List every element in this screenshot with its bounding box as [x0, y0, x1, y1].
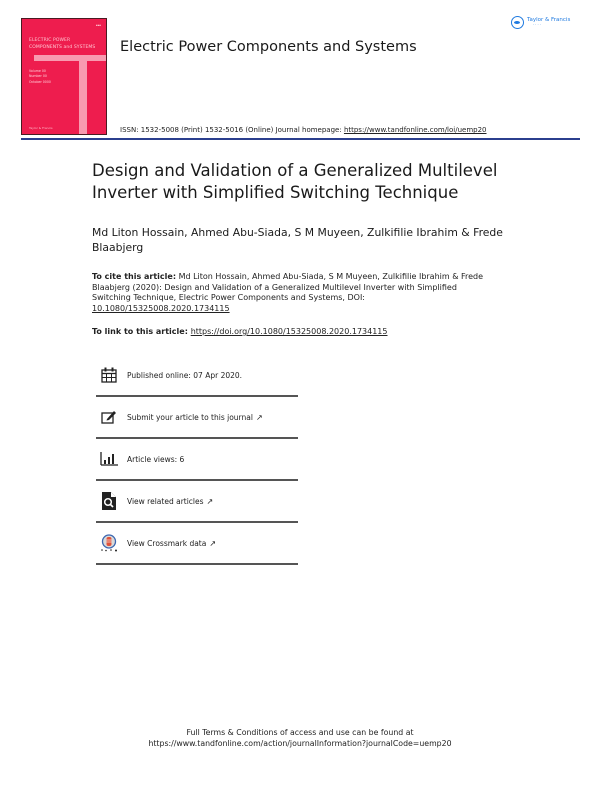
- article-title: Design and Validation of a Generalized Multilevel Inverter with Simplified Switching Technique: [92, 161, 498, 202]
- external-link-icon: ↗: [255, 412, 263, 422]
- footer-terms-line: Full Terms & Conditions of access and use can be found at: [186, 728, 414, 737]
- publisher-logo: [511, 16, 570, 29]
- journal-homepage-link[interactable]: https://www.tandfonline.com/loi/uemp20: [343, 126, 487, 134]
- cover-publisher: Taylor & Francis: [29, 126, 53, 130]
- journal-cover-image: [21, 18, 107, 135]
- meta-published-online: Published online: 07 Apr 2020.: [96, 355, 298, 395]
- cover-date: October 0000: [29, 80, 51, 84]
- citation-block: [92, 272, 492, 314]
- submit-article-link[interactable]: Submit your article to this journal ↗: [96, 397, 298, 437]
- link-label: To link to this article:: [92, 327, 191, 336]
- article-authors: Md Liton Hossain, Ahmed Abu-Siada, S M Muyeen, Zulkifilie Ibrahim & Frede Blaabjerg: [92, 226, 503, 254]
- cite-label: To cite this article:: [92, 272, 177, 281]
- logo-subtext: · · · ·: [533, 22, 541, 27]
- cover-t-stem: [79, 61, 87, 135]
- doi-link[interactable]: 10.1080/15325008.2020.1734115: [92, 303, 230, 313]
- footer-terms-url[interactable]: https://www.tandfonline.com/action/journalInformation?journalCode=uemp20: [148, 739, 452, 748]
- issn-text: ISSN: 1532-5008 (Print) 1532-5016 (Online) Journal homepage:: [120, 126, 344, 134]
- external-link-icon: ↗: [206, 496, 214, 506]
- crossmark-link[interactable]: View Crossmark data ↗: [96, 523, 298, 563]
- external-link-icon: ↗: [209, 538, 217, 548]
- header-divider: [21, 138, 580, 140]
- cover-volume: Volume 00 Number 00: [29, 69, 47, 78]
- article-link-line: [92, 327, 388, 336]
- article-meta-list: [96, 370, 298, 565]
- meta-divider: [96, 563, 298, 565]
- document-search-icon: [99, 491, 119, 511]
- cover-t-bar: [34, 55, 107, 61]
- crossmark-icon: [99, 533, 119, 553]
- cover-title-line2: COMPONENTS and SYSTEMS: [29, 45, 96, 50]
- article-doi-url-link[interactable]: https://doi.org/10.1080/15325008.2020.1734115: [190, 327, 388, 336]
- footer-terms: [0, 727, 600, 749]
- journal-title: Electric Power Components and Systems: [120, 39, 417, 55]
- calendar-icon: [99, 365, 119, 385]
- edit-icon: [99, 407, 119, 427]
- cover-title-line1: ELECTRIC POWER: [29, 38, 71, 43]
- taylor-francis-logo-icon: [511, 16, 524, 29]
- meta-article-views: Article views: 6: [96, 439, 298, 479]
- cite-text: Md Liton Hossain, Ahmed Abu-Siada, S M Muyeen, Zulkifilie Ibrahim & Frede Blaabjerg (2020): Design and Validation of a Generalized Multilevel Inverter with Simplified Switching Technique, Electric Power Components and Systems, DOI:: [92, 272, 484, 302]
- related-articles-link[interactable]: View related articles ↗: [96, 481, 298, 521]
- bar-chart-icon: [99, 449, 119, 469]
- logo-text: Taylor & Francis: [527, 16, 571, 23]
- cover-publisher-mark: ▪▪▪: [95, 24, 101, 27]
- issn-line: [120, 126, 487, 134]
